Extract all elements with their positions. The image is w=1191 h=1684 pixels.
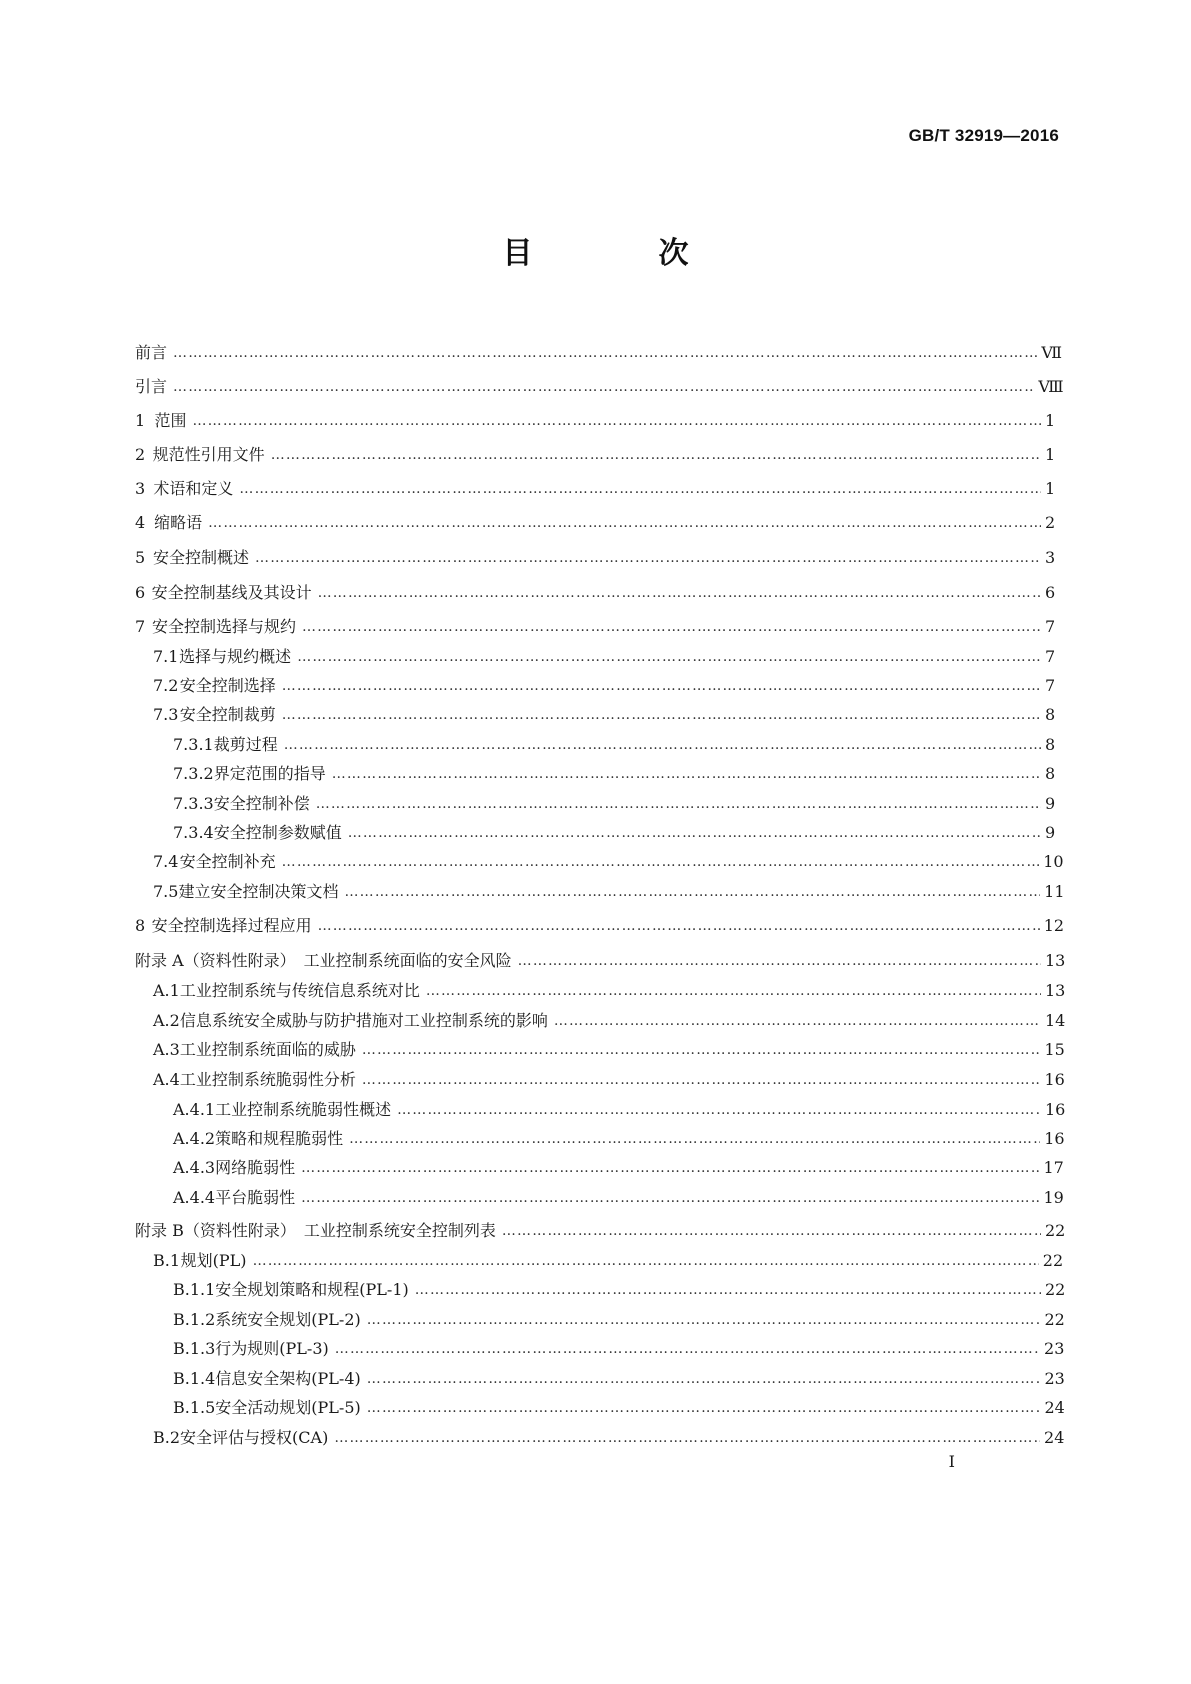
toc-entry-label: 安全控制概述 bbox=[153, 548, 250, 567]
toc-entry-number: 7.3.1 bbox=[173, 735, 214, 754]
toc-entry-number: 1 bbox=[135, 411, 146, 430]
toc-entry-number: 4 bbox=[135, 513, 146, 532]
toc-entry-label: 附录 B（资料性附录） 工业控制系统安全控制列表 bbox=[135, 1221, 496, 1240]
toc-entry-page: 14 bbox=[1045, 1011, 1066, 1030]
toc-entry[interactable] bbox=[135, 842, 1064, 872]
toc-entry-number: 7.5 bbox=[153, 882, 179, 901]
toc-entry-number: 7.2 bbox=[153, 676, 179, 695]
toc-leader-dots bbox=[192, 411, 1041, 431]
toc-entry-page: 7 bbox=[1045, 617, 1056, 636]
toc-entry-page: 7 bbox=[1045, 676, 1056, 695]
toc-entry-page: 13 bbox=[1045, 951, 1066, 970]
toc-entry-number: B.1 bbox=[153, 1251, 181, 1270]
toc-leader-dots bbox=[554, 1011, 1041, 1031]
toc-entry[interactable] bbox=[135, 1178, 1064, 1208]
toc-leader-dots bbox=[318, 916, 1040, 936]
toc-entry-page: 3 bbox=[1045, 548, 1056, 567]
toc-entry-label: 安全评估与授权(CA) bbox=[180, 1428, 329, 1447]
toc-entry-page: 24 bbox=[1044, 1428, 1065, 1447]
toc-entry-page: 8 bbox=[1045, 705, 1056, 724]
toc-entry[interactable] bbox=[135, 607, 1055, 637]
toc-entry-label: 前言 bbox=[135, 343, 168, 362]
toc-entry-page: 16 bbox=[1044, 1070, 1065, 1089]
toc-entry[interactable] bbox=[135, 906, 1065, 936]
toc-entry-number: 5 bbox=[135, 548, 146, 567]
toc-entry-page: 1 bbox=[1045, 445, 1056, 464]
toc-entry[interactable] bbox=[135, 1359, 1065, 1389]
toc-entry-page: 23 bbox=[1044, 1339, 1065, 1358]
toc-entry-number: 7.1 bbox=[153, 647, 179, 666]
toc-leader-dots bbox=[173, 343, 1037, 363]
toc-entry[interactable] bbox=[135, 1119, 1065, 1149]
toc-leader-dots bbox=[415, 1280, 1041, 1300]
toc-entry[interactable] bbox=[135, 1241, 1064, 1271]
toc-entry-page: 7 bbox=[1045, 647, 1056, 666]
toc-leader-dots bbox=[318, 583, 1041, 603]
toc-entry-label: 安全控制选择与规约 bbox=[151, 617, 296, 636]
toc-entry-number: 7.3.2 bbox=[173, 764, 214, 783]
toc-leader-dots bbox=[173, 377, 1034, 397]
toc-entry-label: 安全控制裁剪 bbox=[179, 705, 276, 724]
toc-entry-page: 11 bbox=[1044, 882, 1065, 901]
toc-entry-label: 建立安全控制决策文档 bbox=[178, 882, 339, 901]
toc-entry[interactable] bbox=[135, 333, 1062, 363]
page-number: I bbox=[948, 1452, 955, 1471]
toc-entry-number: A.3 bbox=[153, 1040, 180, 1059]
toc-leader-dots bbox=[253, 1251, 1039, 1271]
toc-entry[interactable] bbox=[135, 971, 1066, 1001]
toc-entry-number: A.2 bbox=[153, 1011, 180, 1030]
toc-entry[interactable] bbox=[135, 666, 1055, 696]
toc-entry-page: Ⅶ bbox=[1041, 343, 1062, 362]
toc-entry-page: 12 bbox=[1043, 916, 1065, 935]
toc-entry-number: B.1.3 bbox=[173, 1339, 216, 1358]
toc-entry-page: 8 bbox=[1045, 764, 1056, 783]
toc-entry-page: 23 bbox=[1044, 1369, 1065, 1388]
toc-leader-dots bbox=[316, 794, 1041, 814]
toc-entry[interactable] bbox=[135, 1329, 1065, 1359]
toc-entry-label: 系统安全规划(PL-2) bbox=[215, 1310, 361, 1329]
toc-entry-page: 13 bbox=[1045, 981, 1066, 1000]
toc-entry-label: 安全控制选择过程应用 bbox=[151, 916, 312, 935]
toc-entry[interactable] bbox=[135, 872, 1065, 902]
toc-entry-page: 15 bbox=[1044, 1040, 1065, 1059]
toc-entry-number: A.4.3 bbox=[173, 1158, 216, 1177]
toc-entry-number: 8 bbox=[135, 916, 146, 935]
toc-entry-page: 9 bbox=[1045, 794, 1056, 813]
toc-entry-number: 7.3.4 bbox=[173, 823, 214, 842]
toc-entry[interactable] bbox=[135, 1418, 1065, 1448]
toc-leader-dots bbox=[239, 479, 1041, 499]
toc-leader-dots bbox=[301, 1188, 1039, 1208]
toc-entry-label: 范围 bbox=[154, 411, 187, 430]
toc-entry-page: 9 bbox=[1045, 823, 1056, 842]
toc-entry[interactable] bbox=[135, 1001, 1066, 1031]
toc-entry-page: 19 bbox=[1043, 1188, 1064, 1207]
toc-entry-number: A.1 bbox=[153, 981, 180, 1000]
toc-entry-page: 8 bbox=[1045, 735, 1056, 754]
toc-leader-dots bbox=[362, 1040, 1041, 1060]
toc-entry-number: A.4 bbox=[153, 1070, 180, 1089]
toc-entry-label: 行为规则(PL-3) bbox=[215, 1339, 329, 1358]
toc-leader-dots bbox=[518, 951, 1041, 971]
toc-leader-dots bbox=[282, 705, 1041, 725]
toc-entry-label: 安全控制补充 bbox=[179, 852, 276, 871]
toc-leader-dots bbox=[367, 1369, 1041, 1389]
toc-leader-dots bbox=[271, 445, 1041, 465]
toc-entry-label: 平台脆弱性 bbox=[215, 1188, 296, 1207]
toc-entry-label: 网络脆弱性 bbox=[215, 1158, 296, 1177]
toc-entry[interactable] bbox=[135, 1211, 1066, 1241]
toc-entry[interactable] bbox=[135, 503, 1055, 533]
toc-entry-number: 7.3.3 bbox=[173, 794, 214, 813]
toc-entry-label: 工业控制系统与传统信息系统对比 bbox=[179, 981, 420, 1000]
toc-entry-page: 6 bbox=[1045, 583, 1056, 602]
toc-entry-page: 1 bbox=[1045, 479, 1056, 498]
toc-entry[interactable] bbox=[135, 367, 1064, 397]
toc-entry[interactable] bbox=[135, 401, 1055, 431]
toc-entry[interactable] bbox=[135, 695, 1055, 725]
toc-leader-dots bbox=[282, 676, 1041, 696]
document-code: GB/T 32919—2016 bbox=[908, 126, 1059, 145]
toc-entry-label: 安全控制选择 bbox=[179, 676, 276, 695]
toc-leader-dots bbox=[349, 1129, 1040, 1149]
toc-entry[interactable] bbox=[135, 469, 1055, 499]
toc-entry-number: B.1.2 bbox=[173, 1310, 216, 1329]
toc-entry[interactable] bbox=[135, 1030, 1065, 1060]
toc-entry-label: 引言 bbox=[135, 377, 168, 396]
toc-leader-dots bbox=[367, 1398, 1041, 1418]
toc-entry-number: A.4.4 bbox=[173, 1188, 216, 1207]
toc-entry[interactable] bbox=[135, 1090, 1066, 1120]
toc-leader-dots bbox=[255, 548, 1041, 568]
toc-entry[interactable] bbox=[135, 538, 1055, 568]
page-title: 目 次 bbox=[502, 236, 737, 271]
toc-leader-dots bbox=[334, 1428, 1040, 1448]
toc-entry-page: 16 bbox=[1044, 1100, 1066, 1119]
toc-entry-label: 工业控制系统脆弱性概述 bbox=[215, 1100, 392, 1119]
toc-entry-number: A.4.1 bbox=[173, 1100, 216, 1119]
toc-entry-number: 6 bbox=[135, 583, 146, 602]
toc-entry-page: 22 bbox=[1045, 1221, 1066, 1240]
toc-entry-number: B.2 bbox=[153, 1428, 181, 1447]
toc-entry-label: 安全活动规划(PL-5) bbox=[215, 1398, 361, 1417]
toc-entry-label: 规划(PL) bbox=[180, 1251, 247, 1270]
toc-entry[interactable] bbox=[135, 784, 1055, 814]
toc-entry-label: 工业控制系统脆弱性分析 bbox=[179, 1070, 356, 1089]
toc-entry[interactable] bbox=[135, 637, 1055, 667]
toc-entry[interactable] bbox=[135, 813, 1055, 843]
toc-entry-label: 术语和定义 bbox=[153, 479, 234, 498]
toc-leader-dots bbox=[282, 852, 1040, 872]
toc-leader-dots bbox=[335, 1339, 1040, 1359]
toc-entry-page: 16 bbox=[1044, 1129, 1065, 1148]
toc-entry-label: 工业控制系统面临的威胁 bbox=[179, 1040, 356, 1059]
toc-entry-page: 22 bbox=[1044, 1310, 1065, 1329]
toc-leader-dots bbox=[297, 647, 1041, 667]
toc-entry-label: 安全控制参数赋值 bbox=[213, 823, 342, 842]
toc-entry-label: 信息安全架构(PL-4) bbox=[215, 1369, 361, 1388]
toc-entry[interactable] bbox=[135, 573, 1055, 603]
toc-entry-number: 7.4 bbox=[153, 852, 179, 871]
toc-entry-number: 7 bbox=[135, 617, 146, 636]
toc-entry[interactable] bbox=[135, 435, 1055, 465]
toc-entry[interactable] bbox=[135, 754, 1055, 784]
toc-leader-dots bbox=[301, 1158, 1039, 1178]
toc-entry-label: 安全控制基线及其设计 bbox=[151, 583, 312, 602]
toc-entry-label: 附录 A（资料性附录） 工业控制系统面临的安全风险 bbox=[135, 951, 512, 970]
toc-entry-label: 规范性引用文件 bbox=[152, 445, 265, 464]
toc-entry[interactable] bbox=[135, 1388, 1065, 1418]
toc-entry-page: 2 bbox=[1045, 513, 1056, 532]
toc-entry-label: 缩略语 bbox=[154, 513, 203, 532]
toc-entry-page: 10 bbox=[1043, 852, 1064, 871]
toc-entry[interactable] bbox=[135, 1060, 1065, 1090]
toc-entry-number: 2 bbox=[135, 445, 146, 464]
toc-entry-label: 安全控制补偿 bbox=[213, 794, 310, 813]
toc-entry-label: 策略和规程脆弱性 bbox=[215, 1129, 344, 1148]
toc-entry-number: A.4.2 bbox=[173, 1129, 216, 1148]
toc-leader-dots bbox=[426, 981, 1041, 1001]
toc-leader-dots bbox=[362, 1070, 1041, 1090]
toc-entry[interactable] bbox=[135, 1270, 1066, 1300]
toc-entry-number: B.1.1 bbox=[173, 1280, 216, 1299]
toc-leader-dots bbox=[302, 617, 1041, 637]
toc-entry-page: 24 bbox=[1044, 1398, 1065, 1417]
toc-entry[interactable] bbox=[135, 941, 1066, 971]
toc-leader-dots bbox=[332, 764, 1041, 784]
toc-entry-number: 3 bbox=[135, 479, 146, 498]
toc-entry[interactable] bbox=[135, 1300, 1065, 1330]
toc-entry-page: 22 bbox=[1045, 1280, 1066, 1299]
toc-leader-dots bbox=[397, 1100, 1041, 1120]
toc-entry[interactable] bbox=[135, 725, 1055, 755]
toc-entry-page: 1 bbox=[1045, 411, 1056, 430]
toc-leader-dots bbox=[348, 823, 1041, 843]
toc-entry-label: 界定范围的指导 bbox=[213, 764, 326, 783]
toc-leader-dots bbox=[367, 1310, 1041, 1330]
toc-entry-label: 信息系统安全威胁与防护措施对工业控制系统的影响 bbox=[179, 1011, 548, 1030]
toc-entry[interactable] bbox=[135, 1148, 1064, 1178]
toc-entry-number: B.1.4 bbox=[173, 1369, 216, 1388]
toc-entry-label: 选择与规约概述 bbox=[179, 647, 292, 666]
toc-entry-number: 7.3 bbox=[153, 705, 179, 724]
toc-leader-dots bbox=[208, 513, 1041, 533]
toc-leader-dots bbox=[344, 882, 1040, 902]
toc-entry-page: Ⅷ bbox=[1038, 377, 1064, 396]
toc-entry-page: 22 bbox=[1042, 1251, 1064, 1270]
toc-leader-dots bbox=[502, 1221, 1041, 1241]
toc-leader-dots bbox=[284, 735, 1041, 755]
toc-entry-label: 裁剪过程 bbox=[213, 735, 278, 754]
toc-entry-number: B.1.5 bbox=[173, 1398, 216, 1417]
toc-entry-label: 安全规划策略和规程(PL-1) bbox=[215, 1280, 409, 1299]
toc-entry-page: 17 bbox=[1043, 1158, 1064, 1177]
